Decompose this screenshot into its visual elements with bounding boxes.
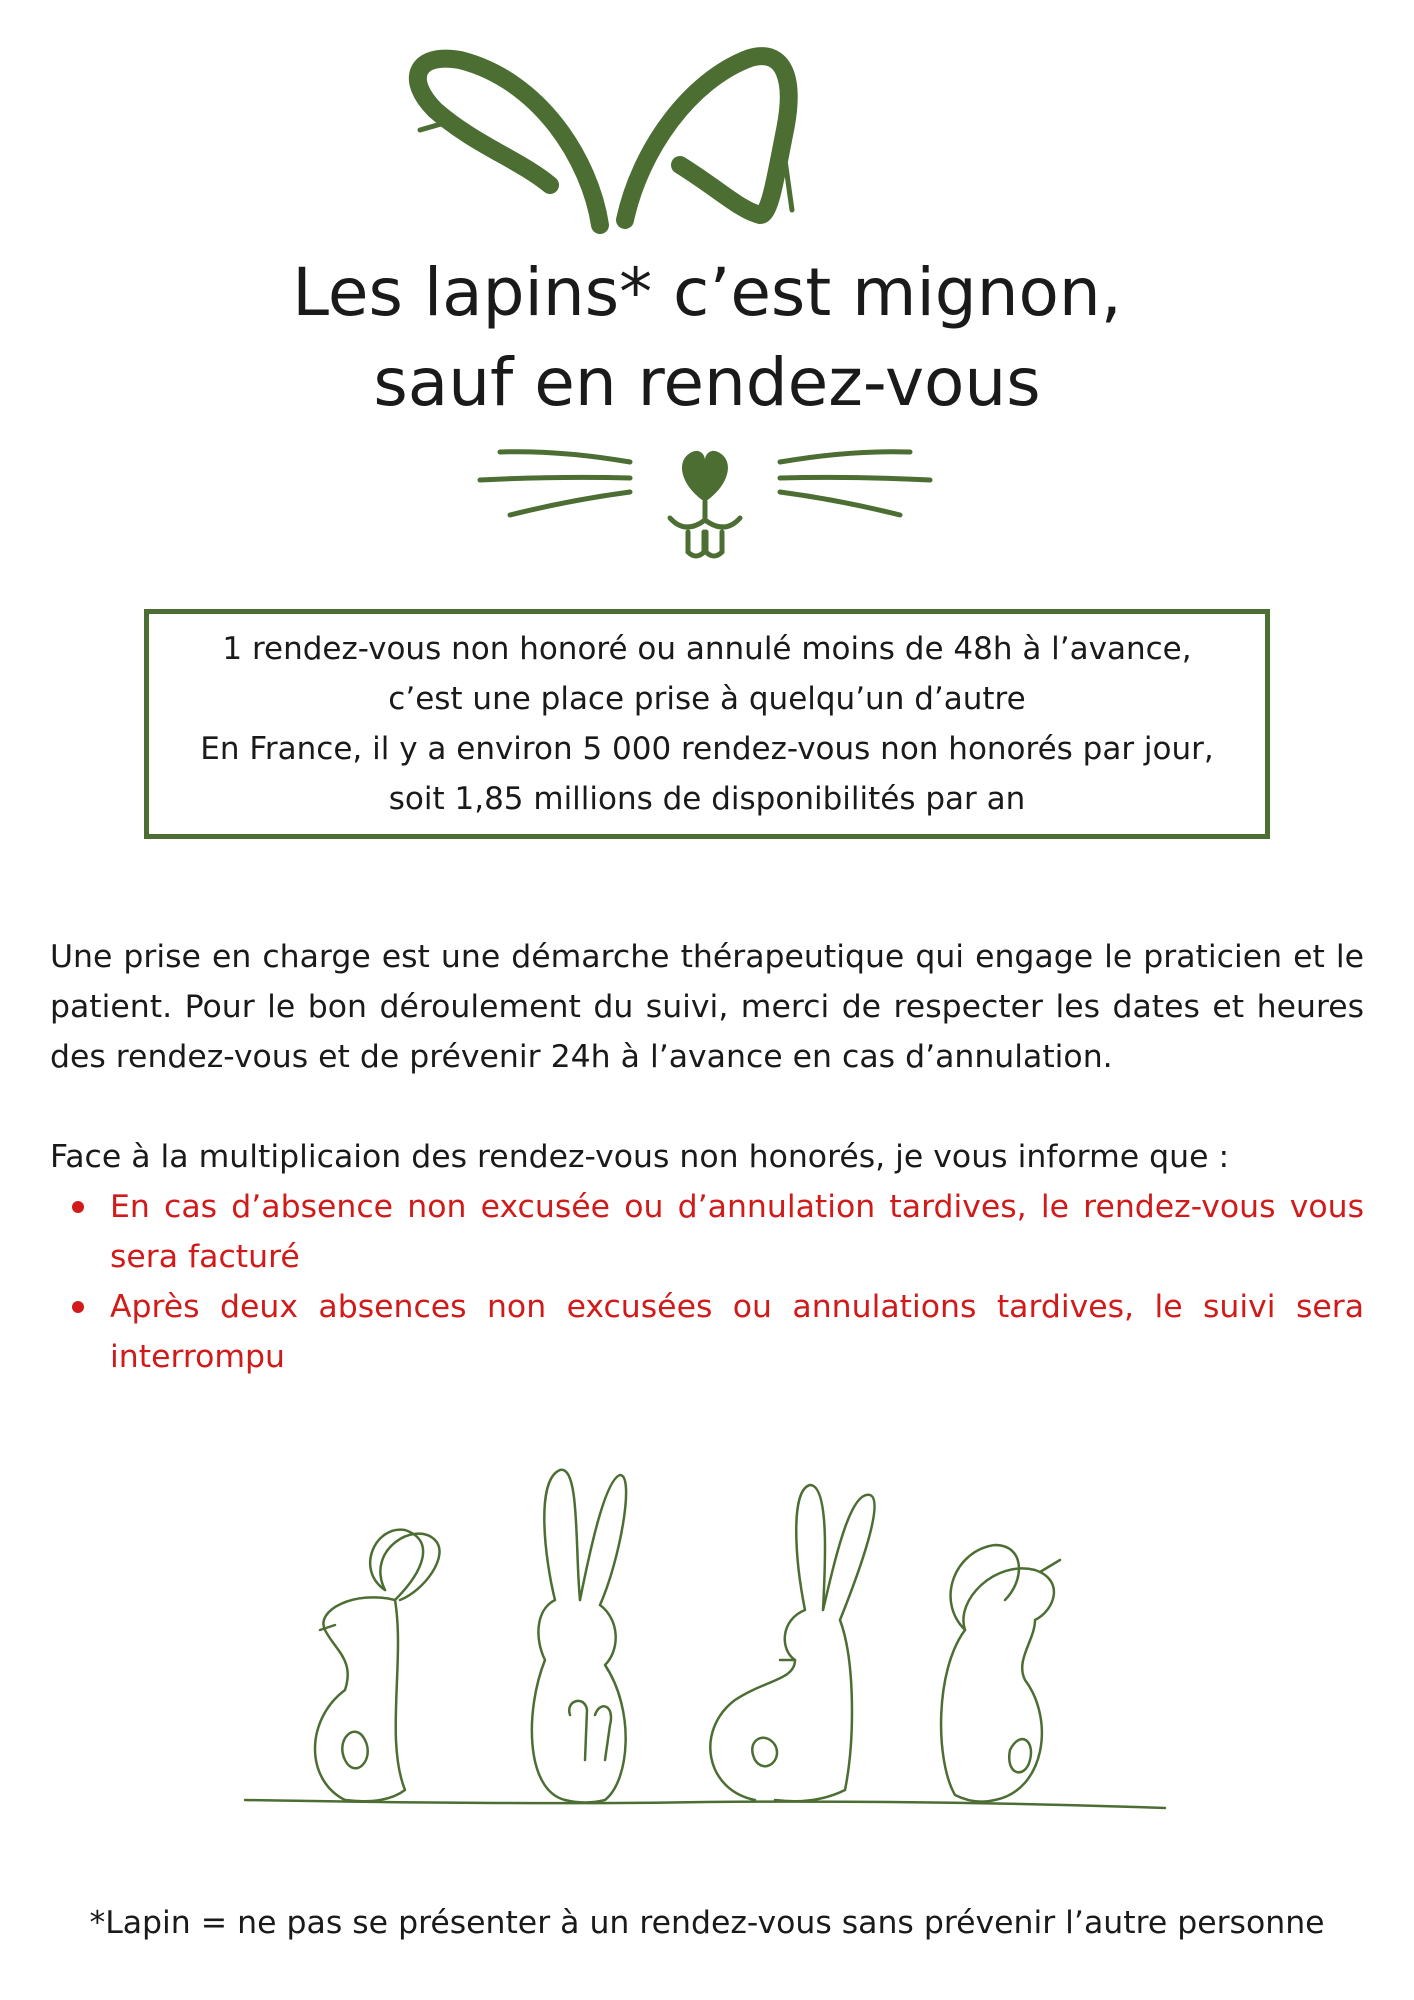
rule-item [50,1282,1364,1382]
title-line-1: Les lapins* c’est mignon, [292,254,1122,331]
rule-item [50,1182,1364,1282]
rule-text: En cas d’absence non excusée ou d’annulation tardives, le rendez-vous vous sera facturé [110,1189,1364,1275]
rule-text: Après deux absences non excusées ou annulations tardives, le suivi sera interrompu [110,1289,1364,1375]
info-line-3: En France, il y a environ 5 000 rendez-vous non honorés par jour, [200,731,1214,767]
statistics-box [144,609,1270,839]
page-title [0,248,1414,428]
bunny-face-icon [470,440,940,570]
info-line-1: 1 rendez-vous non honoré ou annulé moins de 48h à l’avance, [222,631,1192,667]
policy-intro: Face à la multiplicaion des rendez-vous non honorés, je vous informe que : [50,1139,1230,1175]
policy-paragraph: Une prise en charge est une démarche thérapeutique qui engage le praticien et le patient. Pour le bon déroulement du suivi, merci de respecter les dates et heures des rendez-vous et de prévenir 24h à l’avance en cas d’annulation. [50,939,1364,1075]
info-line-2: c’est une place prise à quelqu’un d’autre [388,681,1026,717]
bunny-ears-icon [400,40,1020,240]
bullet-icon [72,1201,84,1213]
footnote: *Lapin = ne pas se présenter à un rendez-vous sans prévenir l’autre personne [89,1905,1325,1941]
info-line-4: soit 1,85 millions de disponibilités par an [388,781,1026,817]
heart-nose-icon [682,451,728,502]
title-line-2: sauf en rendez-vous [373,344,1041,421]
rules-list [50,1182,1364,1382]
four-bunnies-line-art-icon [235,1460,1175,1820]
bullet-icon [72,1301,84,1313]
